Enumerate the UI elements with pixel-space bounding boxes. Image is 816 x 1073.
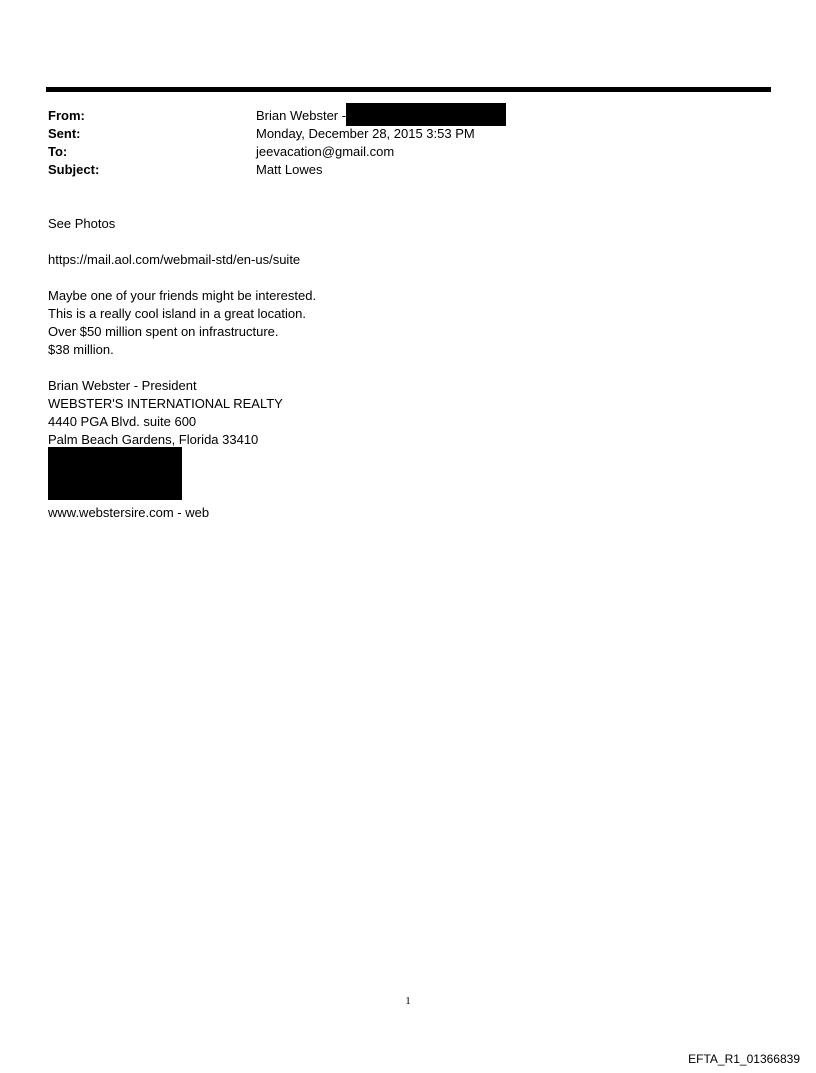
message-line: This is a really cool island in a great location. — [48, 306, 306, 321]
from-sender: Brian Webster - — [256, 108, 347, 123]
sent-row — [48, 125, 748, 143]
to-value: jeevacation@gmail.com — [256, 144, 395, 159]
subject-row — [48, 161, 748, 179]
subject-label: Subject: — [48, 162, 100, 177]
email-body — [48, 215, 698, 522]
sent-label: Sent: — [48, 126, 81, 141]
body-url: https://mail.aol.com/webmail-std/en-us/suite — [48, 252, 301, 267]
sent-value: Monday, December 28, 2015 3:53 PM — [256, 126, 475, 141]
email-header — [48, 107, 748, 179]
to-row — [48, 143, 748, 161]
signature-line: WEBSTER'S INTERNATIONAL REALTY — [48, 396, 283, 411]
message-line: $38 million. — [48, 342, 114, 357]
bates-number: EFTA_R1_01366839 — [688, 1052, 800, 1066]
intro-line: See Photos — [48, 216, 116, 231]
header-divider — [46, 87, 771, 92]
redaction-box — [346, 103, 506, 126]
message-line: Maybe one of your friends might be interested. — [48, 288, 317, 303]
from-value — [256, 107, 506, 125]
signature-line: Palm Beach Gardens, Florida 33410 — [48, 432, 259, 447]
message-paragraph — [48, 287, 698, 359]
page-number: 1 — [405, 995, 411, 1007]
signature-line: Brian Webster - President — [48, 378, 197, 393]
signature-website: www.webstersire.com - web — [48, 505, 210, 520]
from-row — [48, 107, 748, 125]
from-label: From: — [48, 108, 85, 123]
message-line: Over $50 million spent on infrastructure. — [48, 324, 279, 339]
subject-value: Matt Lowes — [256, 162, 323, 177]
signature-line: 4440 PGA Blvd. suite 600 — [48, 414, 197, 429]
to-label: To: — [48, 144, 68, 159]
signature-block — [48, 377, 698, 522]
redaction-box — [48, 447, 182, 500]
